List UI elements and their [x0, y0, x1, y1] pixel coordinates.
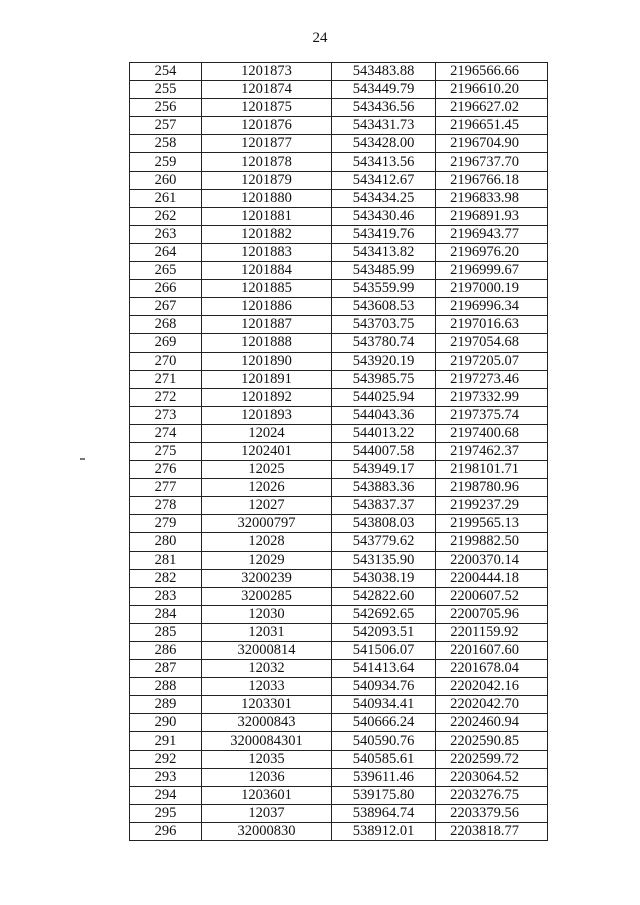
- point-id-cell: 1202401: [202, 442, 332, 460]
- row-index-cell: 280: [130, 533, 202, 551]
- table-row: [130, 280, 548, 298]
- row-index-cell: 274: [130, 424, 202, 442]
- point-id-cell: 1201893: [202, 406, 332, 424]
- x-coordinate-cell: 543412.67: [332, 171, 436, 189]
- table-row: [130, 804, 548, 822]
- x-coordinate-cell: 543413.82: [332, 243, 436, 261]
- table-row: [130, 461, 548, 479]
- row-index-cell: 294: [130, 786, 202, 804]
- y-coordinate-cell: 2196943.77: [436, 225, 548, 243]
- table-row: [130, 442, 548, 460]
- x-coordinate-cell: 543419.76: [332, 225, 436, 243]
- table-row: [130, 388, 548, 406]
- y-coordinate-cell: 2197332.99: [436, 388, 548, 406]
- point-id-cell: 1201875: [202, 99, 332, 117]
- table-row: [130, 207, 548, 225]
- row-index-cell: 268: [130, 316, 202, 334]
- x-coordinate-cell: 540934.41: [332, 696, 436, 714]
- point-id-cell: 1201880: [202, 189, 332, 207]
- point-id-cell: 12033: [202, 678, 332, 696]
- y-coordinate-cell: 2197400.68: [436, 424, 548, 442]
- point-id-cell: 1201877: [202, 135, 332, 153]
- x-coordinate-cell: 543449.79: [332, 81, 436, 99]
- row-index-cell: 260: [130, 171, 202, 189]
- point-id-cell: 1201890: [202, 352, 332, 370]
- point-id-cell: 12030: [202, 605, 332, 623]
- y-coordinate-cell: 2197016.63: [436, 316, 548, 334]
- point-id-cell: 1201873: [202, 63, 332, 81]
- point-id-cell: 12026: [202, 479, 332, 497]
- y-coordinate-cell: 2200370.14: [436, 551, 548, 569]
- table-row: [130, 298, 548, 316]
- row-index-cell: 271: [130, 370, 202, 388]
- row-index-cell: 292: [130, 750, 202, 768]
- x-coordinate-cell: 539611.46: [332, 768, 436, 786]
- table-row: [130, 551, 548, 569]
- x-coordinate-cell: 543703.75: [332, 316, 436, 334]
- y-coordinate-cell: 2196627.02: [436, 99, 548, 117]
- point-id-cell: 1201876: [202, 117, 332, 135]
- x-coordinate-cell: 543485.99: [332, 262, 436, 280]
- point-id-cell: 1201884: [202, 262, 332, 280]
- table-row: [130, 171, 548, 189]
- x-coordinate-cell: 543559.99: [332, 280, 436, 298]
- point-id-cell: 1201886: [202, 298, 332, 316]
- x-coordinate-cell: 543436.56: [332, 99, 436, 117]
- table-row: [130, 497, 548, 515]
- table-row: [130, 642, 548, 660]
- table-row: [130, 99, 548, 117]
- point-id-cell: 12035: [202, 750, 332, 768]
- x-coordinate-cell: 543434.25: [332, 189, 436, 207]
- y-coordinate-cell: 2201607.60: [436, 642, 548, 660]
- point-id-cell: 1201878: [202, 153, 332, 171]
- y-coordinate-cell: 2196833.98: [436, 189, 548, 207]
- x-coordinate-cell: 543808.03: [332, 515, 436, 533]
- y-coordinate-cell: 2202599.72: [436, 750, 548, 768]
- row-index-cell: 273: [130, 406, 202, 424]
- y-coordinate-cell: 2198101.71: [436, 461, 548, 479]
- point-id-cell: 32000797: [202, 515, 332, 533]
- y-coordinate-cell: 2197273.46: [436, 370, 548, 388]
- x-coordinate-cell: 540585.61: [332, 750, 436, 768]
- x-coordinate-cell: 542692.65: [332, 605, 436, 623]
- row-index-cell: 263: [130, 225, 202, 243]
- y-coordinate-cell: 2203379.56: [436, 804, 548, 822]
- row-index-cell: 291: [130, 732, 202, 750]
- y-coordinate-cell: 2203276.75: [436, 786, 548, 804]
- x-coordinate-cell: 541413.64: [332, 660, 436, 678]
- scan-mark: [80, 458, 85, 460]
- y-coordinate-cell: 2202590.85: [436, 732, 548, 750]
- y-coordinate-cell: 2196737.70: [436, 153, 548, 171]
- y-coordinate-cell: 2199565.13: [436, 515, 548, 533]
- row-index-cell: 295: [130, 804, 202, 822]
- point-id-cell: 32000843: [202, 714, 332, 732]
- row-index-cell: 284: [130, 605, 202, 623]
- point-id-cell: 1201885: [202, 280, 332, 298]
- point-id-cell: 12027: [202, 497, 332, 515]
- table-row: [130, 605, 548, 623]
- table-row: [130, 750, 548, 768]
- y-coordinate-cell: 2201678.04: [436, 660, 548, 678]
- row-index-cell: 281: [130, 551, 202, 569]
- table-row: [130, 334, 548, 352]
- row-index-cell: 288: [130, 678, 202, 696]
- row-index-cell: 283: [130, 587, 202, 605]
- point-id-cell: 3200285: [202, 587, 332, 605]
- y-coordinate-cell: 2201159.92: [436, 623, 548, 641]
- point-id-cell: 12029: [202, 551, 332, 569]
- table-row: [130, 63, 548, 81]
- table-row: [130, 623, 548, 641]
- table-row: [130, 533, 548, 551]
- point-id-cell: 12025: [202, 461, 332, 479]
- x-coordinate-cell: 544025.94: [332, 388, 436, 406]
- row-index-cell: 287: [130, 660, 202, 678]
- point-id-cell: 1201891: [202, 370, 332, 388]
- x-coordinate-cell: 539175.80: [332, 786, 436, 804]
- point-id-cell: 1201882: [202, 225, 332, 243]
- row-index-cell: 289: [130, 696, 202, 714]
- row-index-cell: 293: [130, 768, 202, 786]
- point-id-cell: 1201888: [202, 334, 332, 352]
- table-row: [130, 370, 548, 388]
- row-index-cell: 254: [130, 63, 202, 81]
- table-row: [130, 406, 548, 424]
- point-id-cell: 1203601: [202, 786, 332, 804]
- point-id-cell: 1203301: [202, 696, 332, 714]
- table-row: [130, 822, 548, 840]
- row-index-cell: 261: [130, 189, 202, 207]
- table-row: [130, 352, 548, 370]
- y-coordinate-cell: 2200607.52: [436, 587, 548, 605]
- y-coordinate-cell: 2200444.18: [436, 569, 548, 587]
- x-coordinate-cell: 543949.17: [332, 461, 436, 479]
- y-coordinate-cell: 2196651.45: [436, 117, 548, 135]
- row-index-cell: 278: [130, 497, 202, 515]
- y-coordinate-cell: 2199882.50: [436, 533, 548, 551]
- point-id-cell: 32000814: [202, 642, 332, 660]
- x-coordinate-cell: 543779.62: [332, 533, 436, 551]
- row-index-cell: 270: [130, 352, 202, 370]
- table-row: [130, 243, 548, 261]
- y-coordinate-cell: 2203064.52: [436, 768, 548, 786]
- point-id-cell: 12037: [202, 804, 332, 822]
- row-index-cell: 262: [130, 207, 202, 225]
- table-row: [130, 262, 548, 280]
- row-index-cell: 264: [130, 243, 202, 261]
- x-coordinate-cell: 538912.01: [332, 822, 436, 840]
- x-coordinate-cell: 543883.36: [332, 479, 436, 497]
- x-coordinate-cell: 543413.56: [332, 153, 436, 171]
- y-coordinate-cell: 2196996.34: [436, 298, 548, 316]
- point-id-cell: 1201892: [202, 388, 332, 406]
- coordinates-table-body: [130, 63, 548, 841]
- point-id-cell: 12031: [202, 623, 332, 641]
- table-row: [130, 696, 548, 714]
- table-row: [130, 587, 548, 605]
- table-row: [130, 569, 548, 587]
- row-index-cell: 256: [130, 99, 202, 117]
- table-row: [130, 660, 548, 678]
- table-row: [130, 678, 548, 696]
- y-coordinate-cell: 2197205.07: [436, 352, 548, 370]
- row-index-cell: 285: [130, 623, 202, 641]
- x-coordinate-cell: 541506.07: [332, 642, 436, 660]
- point-id-cell: 12024: [202, 424, 332, 442]
- row-index-cell: 276: [130, 461, 202, 479]
- row-index-cell: 282: [130, 569, 202, 587]
- table-row: [130, 515, 548, 533]
- x-coordinate-cell: 540590.76: [332, 732, 436, 750]
- row-index-cell: 279: [130, 515, 202, 533]
- row-index-cell: 275: [130, 442, 202, 460]
- y-coordinate-cell: 2199237.29: [436, 497, 548, 515]
- row-index-cell: 259: [130, 153, 202, 171]
- row-index-cell: 266: [130, 280, 202, 298]
- page-number: 24: [312, 30, 328, 46]
- row-index-cell: 269: [130, 334, 202, 352]
- x-coordinate-cell: 543483.88: [332, 63, 436, 81]
- row-index-cell: 255: [130, 81, 202, 99]
- y-coordinate-cell: 2203818.77: [436, 822, 548, 840]
- point-id-cell: 3200084301: [202, 732, 332, 750]
- x-coordinate-cell: 544007.58: [332, 442, 436, 460]
- point-id-cell: 32000830: [202, 822, 332, 840]
- table-row: [130, 135, 548, 153]
- point-id-cell: 3200239: [202, 569, 332, 587]
- y-coordinate-cell: 2197054.68: [436, 334, 548, 352]
- y-coordinate-cell: 2197375.74: [436, 406, 548, 424]
- x-coordinate-cell: 543135.90: [332, 551, 436, 569]
- row-index-cell: 296: [130, 822, 202, 840]
- table-row: [130, 316, 548, 334]
- x-coordinate-cell: 543780.74: [332, 334, 436, 352]
- table-row: [130, 81, 548, 99]
- table-row: [130, 732, 548, 750]
- point-id-cell: 1201874: [202, 81, 332, 99]
- table-row: [130, 786, 548, 804]
- row-index-cell: 290: [130, 714, 202, 732]
- x-coordinate-cell: 543430.46: [332, 207, 436, 225]
- x-coordinate-cell: 538964.74: [332, 804, 436, 822]
- point-id-cell: 12032: [202, 660, 332, 678]
- y-coordinate-cell: 2196610.20: [436, 81, 548, 99]
- table-row: [130, 714, 548, 732]
- y-coordinate-cell: 2202460.94: [436, 714, 548, 732]
- x-coordinate-cell: 543920.19: [332, 352, 436, 370]
- y-coordinate-cell: 2202042.16: [436, 678, 548, 696]
- table-row: [130, 479, 548, 497]
- point-id-cell: 12028: [202, 533, 332, 551]
- row-index-cell: 286: [130, 642, 202, 660]
- table-row: [130, 225, 548, 243]
- row-index-cell: 272: [130, 388, 202, 406]
- y-coordinate-cell: 2198780.96: [436, 479, 548, 497]
- table-row: [130, 768, 548, 786]
- y-coordinate-cell: 2202042.70: [436, 696, 548, 714]
- y-coordinate-cell: 2196766.18: [436, 171, 548, 189]
- point-id-cell: 1201881: [202, 207, 332, 225]
- table-row: [130, 117, 548, 135]
- y-coordinate-cell: 2196976.20: [436, 243, 548, 261]
- x-coordinate-cell: 543985.75: [332, 370, 436, 388]
- row-index-cell: 267: [130, 298, 202, 316]
- point-id-cell: 1201879: [202, 171, 332, 189]
- x-coordinate-cell: 543837.37: [332, 497, 436, 515]
- point-id-cell: 12036: [202, 768, 332, 786]
- x-coordinate-cell: 544013.22: [332, 424, 436, 442]
- y-coordinate-cell: 2200705.96: [436, 605, 548, 623]
- row-index-cell: 258: [130, 135, 202, 153]
- table-row: [130, 153, 548, 171]
- table-row: [130, 189, 548, 207]
- x-coordinate-cell: 543428.00: [332, 135, 436, 153]
- x-coordinate-cell: 540934.76: [332, 678, 436, 696]
- y-coordinate-cell: 2196704.90: [436, 135, 548, 153]
- row-index-cell: 257: [130, 117, 202, 135]
- point-id-cell: 1201883: [202, 243, 332, 261]
- x-coordinate-cell: 540666.24: [332, 714, 436, 732]
- x-coordinate-cell: 543608.53: [332, 298, 436, 316]
- x-coordinate-cell: 544043.36: [332, 406, 436, 424]
- coordinates-table: [129, 62, 548, 841]
- x-coordinate-cell: 543038.19: [332, 569, 436, 587]
- table-row: [130, 424, 548, 442]
- y-coordinate-cell: 2196999.67: [436, 262, 548, 280]
- x-coordinate-cell: 542822.60: [332, 587, 436, 605]
- x-coordinate-cell: 543431.73: [332, 117, 436, 135]
- row-index-cell: 277: [130, 479, 202, 497]
- x-coordinate-cell: 542093.51: [332, 623, 436, 641]
- point-id-cell: 1201887: [202, 316, 332, 334]
- y-coordinate-cell: 2196891.93: [436, 207, 548, 225]
- y-coordinate-cell: 2196566.66: [436, 63, 548, 81]
- y-coordinate-cell: 2197000.19: [436, 280, 548, 298]
- row-index-cell: 265: [130, 262, 202, 280]
- y-coordinate-cell: 2197462.37: [436, 442, 548, 460]
